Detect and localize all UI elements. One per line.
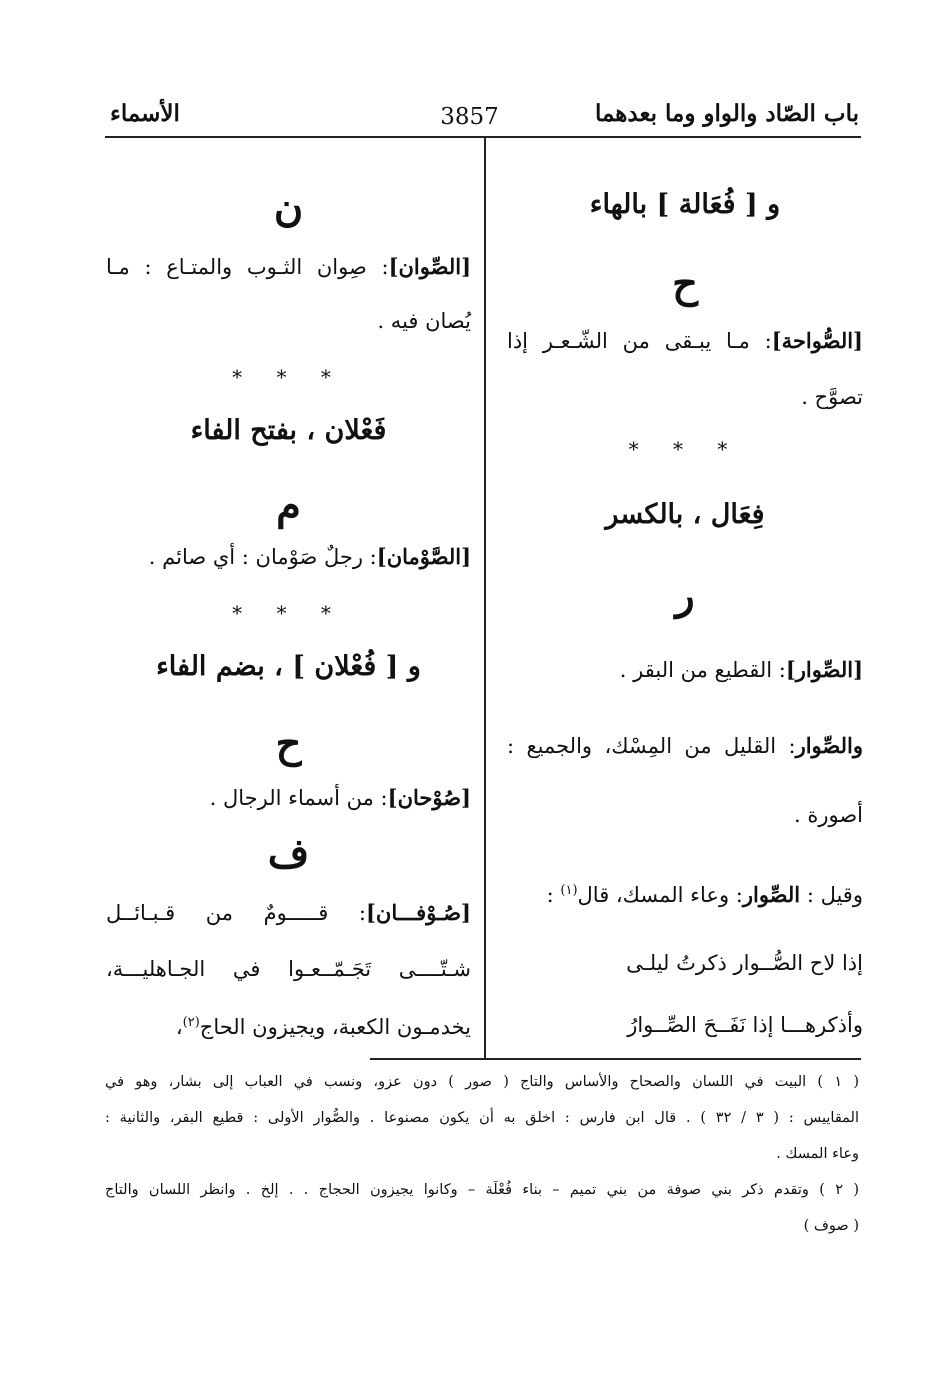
letter-heading: م — [276, 482, 301, 529]
verse-line: إذا لاح الصُّــوار ذكرتُ ليلـى — [626, 951, 863, 975]
entry-line — [106, 252, 471, 282]
page-number: 3857 — [440, 104, 499, 130]
section-heading: فَعْلان ، بفتح الفاء — [190, 415, 387, 446]
entry-line: أصورة . — [793, 803, 863, 827]
section-title: الأسماء — [110, 100, 180, 127]
entry-text: يخدمـون الكعبة، ويجيزون الحاج — [199, 1015, 471, 1039]
column-divider — [484, 138, 486, 1058]
separator-stars: * * * — [628, 437, 742, 461]
headword: الصِّوار — [742, 882, 801, 907]
headword: والصِّوار — [795, 733, 863, 758]
entry-line — [507, 731, 863, 761]
entry-line: يُصان فيه . — [377, 309, 471, 333]
letter-heading: ن — [273, 184, 304, 231]
footnote-line: ( ١ ) البيت في اللسان والصحاح والأساس والتاج ( صور ) دون عزو، ونسب في العباب إلى بشار، وهو في — [105, 1074, 859, 1090]
entry-text: : مـا يبـقى من الشّـعـر إذا — [507, 329, 772, 353]
footnote-line: المقاييس : ( ٣ / ٣٢ ) . قال ابن فارس : اخلق به أن يكون مصنوعا . والصُّوار الأولى : قطيع البقر، والثانية : — [105, 1110, 859, 1126]
entry-line — [106, 783, 471, 813]
headword: [صُـوْفـــان] — [365, 900, 471, 925]
entry-text: : — [546, 883, 561, 907]
footnote-rule — [370, 1058, 861, 1060]
entry-line — [106, 542, 471, 572]
entry-text: : صِوان الثـوب والمتـاع : مـا — [106, 255, 389, 279]
header-rule — [105, 136, 861, 138]
entry-text: : القطيع من البقر . — [619, 658, 786, 682]
footnote-ref: (٢) — [182, 1015, 200, 1030]
entry-text: : قـــــومٌ من قـبـائــل — [106, 901, 366, 925]
entry-line — [507, 326, 863, 356]
section-heading: فِعَال ، بالكسر — [605, 499, 765, 530]
entry-line — [106, 898, 471, 928]
entry-line — [507, 876, 863, 910]
footnote-ref: (١) — [560, 883, 578, 898]
letter-heading: ر — [675, 572, 695, 619]
letter-heading: ح — [275, 720, 302, 767]
entry-line: تصوَّح . — [801, 385, 863, 409]
entry-text: : القليل من المِسْك، والجميع : — [507, 734, 796, 758]
entry-text: وقيل : — [800, 883, 863, 907]
entry-text: : من أسماء الرجال . — [209, 786, 388, 810]
headword: [صُوْحان] — [387, 785, 471, 810]
separator-stars: * * * — [232, 601, 345, 625]
footnote-line: ( ٢ ) وتقدم ذكر بني صوفة من بني تميم – بناء فُعْلَة – وكانوا يجيزون الحجاج . . إلخ . وانظر اللسان والتاج — [105, 1182, 859, 1198]
footnote-line: وعاء المسك . — [776, 1146, 859, 1162]
headword: [الصُّواحة] — [771, 328, 863, 353]
section-heading: و [ فُعَالة ] بالهاء — [589, 189, 781, 220]
verse-line: وأذكرهـــا إذا نَفَــحَ الصِّــوارُ — [627, 1013, 863, 1037]
entry-text: ، — [175, 1015, 183, 1039]
entry-line — [106, 1008, 471, 1042]
letter-heading: ف — [267, 830, 310, 877]
footnote-line: ( صوف ) — [803, 1218, 859, 1234]
section-heading: و [ فُعْلان ] ، بضم الفاء — [156, 651, 421, 682]
letter-heading: ح — [672, 260, 698, 307]
entry-text: : رجلٌ صَوْمان : أي صائم . — [148, 545, 377, 569]
separator-stars: * * * — [232, 365, 345, 389]
headword: [الصِّوار] — [785, 657, 863, 682]
entry-line: شـتّــــى تَجَـمّــعـوا في الجـاهليـــة، — [106, 957, 471, 981]
entry-line — [507, 655, 863, 685]
entry-text: : وعاء المسك، قال — [577, 883, 743, 907]
running-title: باب الصّاد والواو وما بعدهما — [594, 100, 859, 127]
headword: [الصَّوْمان] — [376, 544, 471, 569]
headword: [الصِّوان] — [388, 254, 471, 279]
